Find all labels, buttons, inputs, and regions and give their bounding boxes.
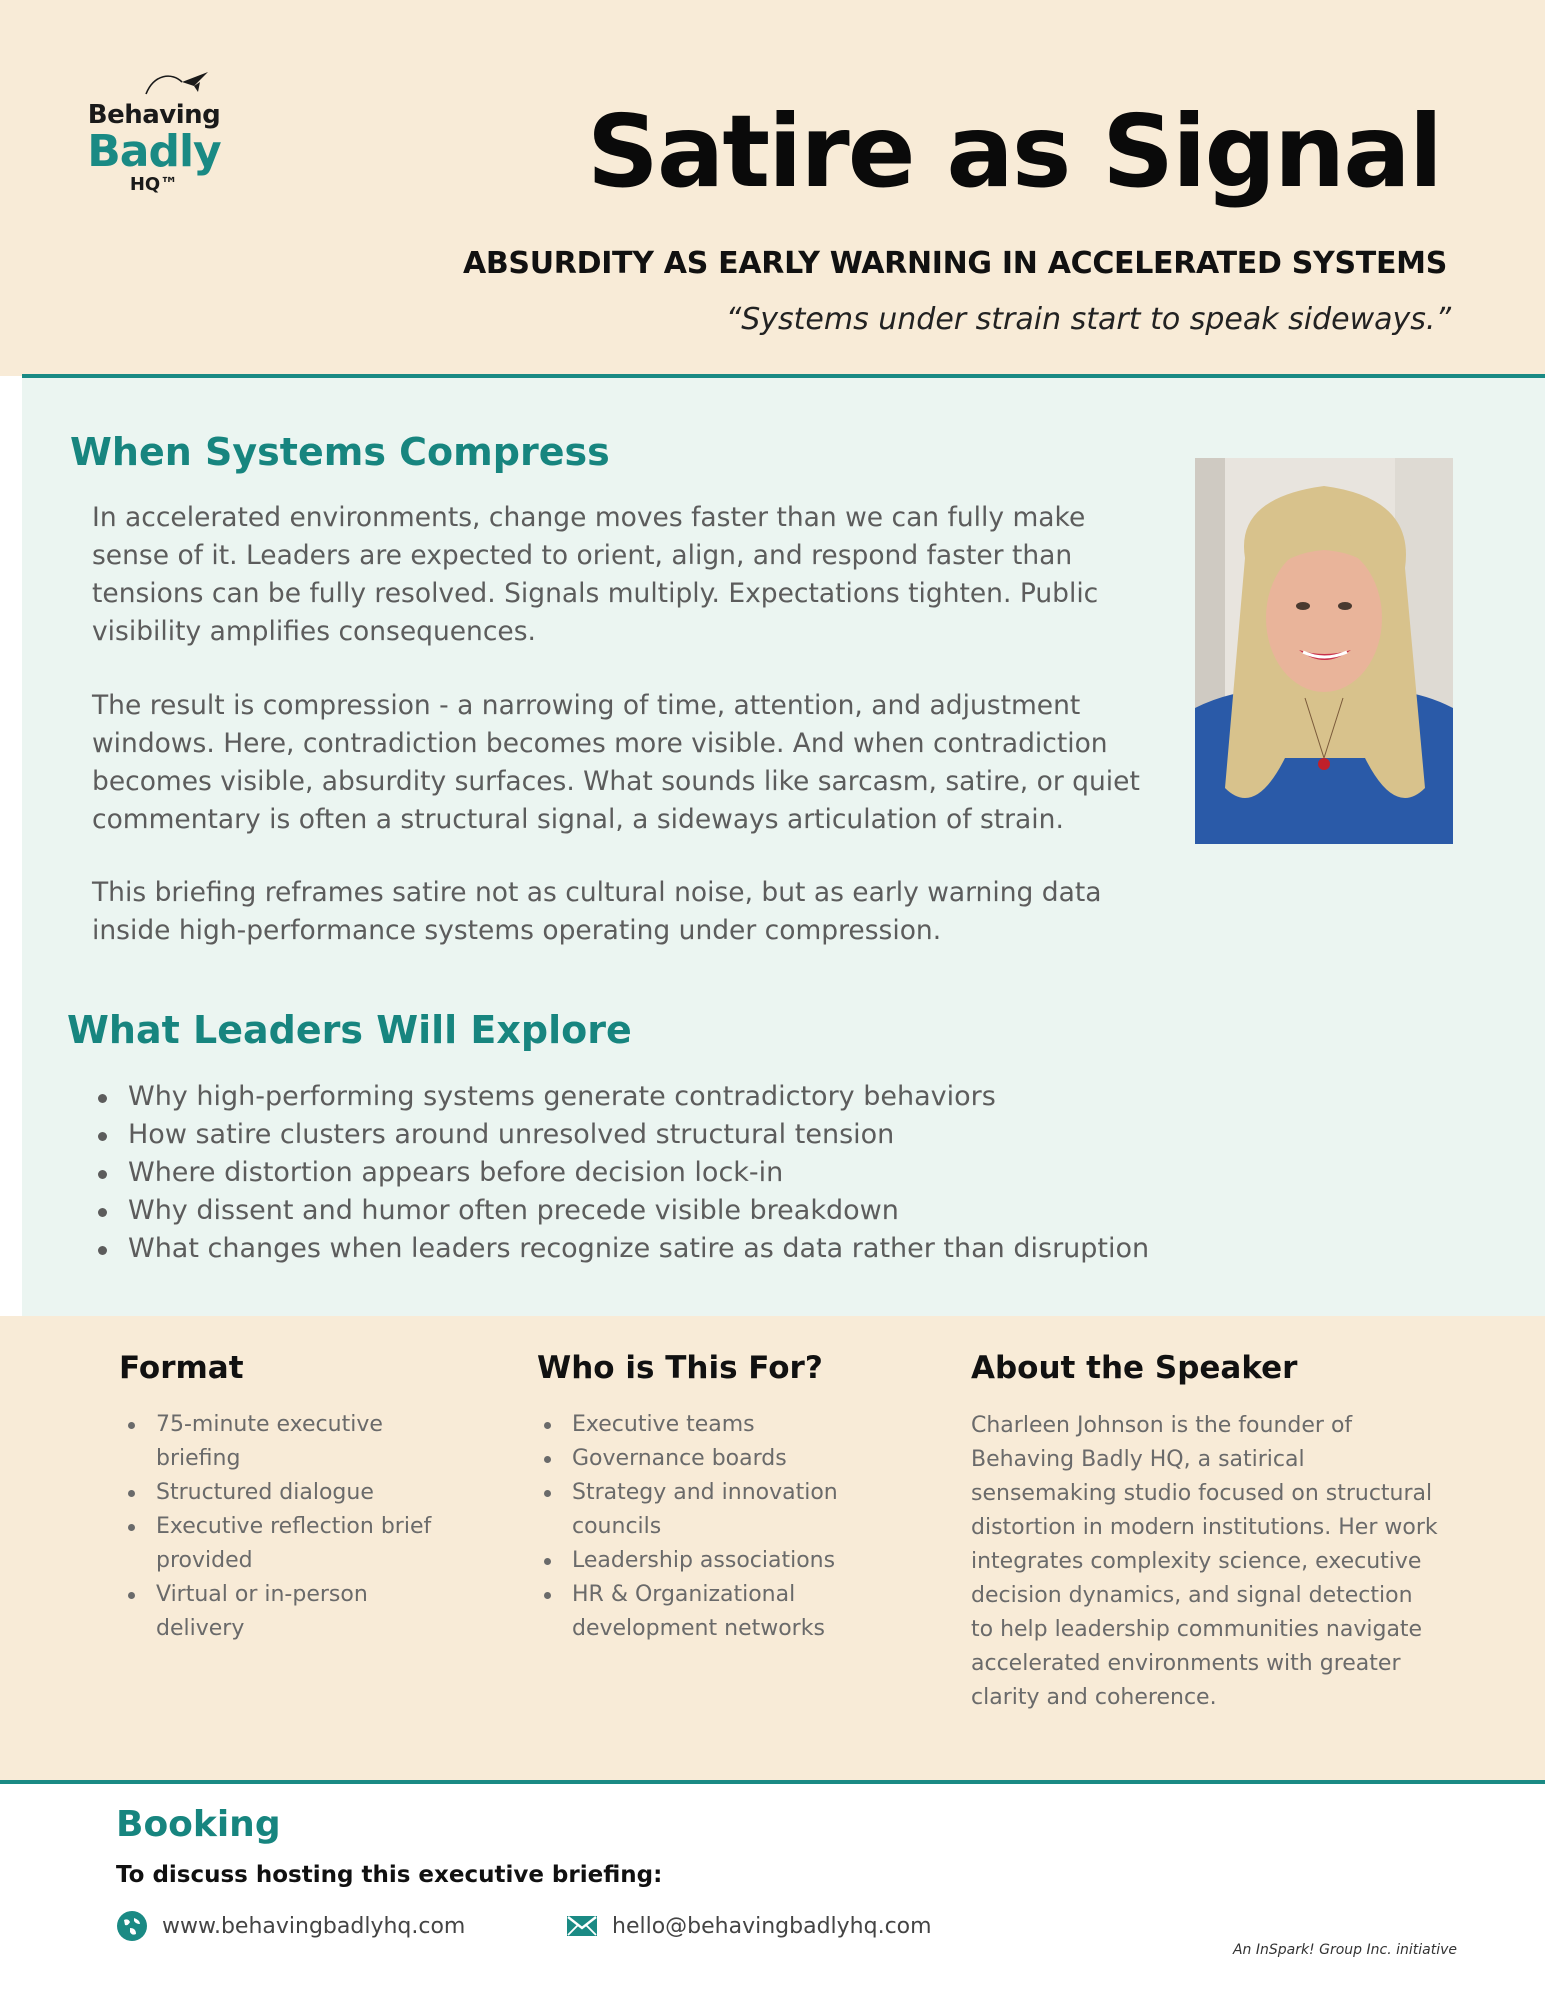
paragraph-2: The result is compression - a narrowing of time, attention, and adjustment windows. Here, contradiction becomes more visible. And when contradiction becomes visible, absurdity surfaces. What sounds like sarcasm, satire, or quiet commentary is often a structural signal, a sideways articulation of strain. — [92, 690, 1140, 835]
section-heading-explore: What Leaders Will Explore — [67, 1008, 632, 1052]
main-section — [22, 378, 1545, 1316]
explore-list — [98, 1078, 1149, 1268]
list-item: How satire clusters around unresolved structural tension — [98, 1116, 1149, 1154]
brand-logo — [74, 70, 234, 195]
page-subtitle: ABSURDITY AS EARLY WARNING IN ACCELERATED SYSTEMS — [462, 246, 1447, 281]
list-item: What changes when leaders recognize satire as data rather than disruption — [98, 1230, 1149, 1268]
globe-icon — [116, 1910, 148, 1942]
header-band — [0, 0, 1545, 376]
speaker-heading: About the Speaker — [971, 1350, 1298, 1386]
list-item: Why dissent and humor often precede visible breakdown — [98, 1192, 1149, 1230]
brand-line-1: Behaving — [87, 100, 221, 130]
list-item: Leadership associations — [542, 1544, 882, 1578]
list-item: Structured dialogue — [126, 1476, 456, 1510]
list-item: 75-minute executive briefing — [126, 1408, 456, 1476]
paper-plane-icon — [142, 66, 222, 98]
speaker-photo — [1195, 458, 1453, 844]
list-item: Where distortion appears before decision lock-in — [98, 1154, 1149, 1192]
list-item: Governance boards — [542, 1442, 882, 1476]
paragraph-3: This briefing reframes satire not as cultural noise, but as early warning data inside high-performance systems operating under compression. — [92, 877, 1102, 946]
list-item: Why high-performing systems generate contradictory behaviors — [98, 1078, 1149, 1116]
list-item: Executive teams — [542, 1408, 882, 1442]
brand-line-3: HQ™ — [129, 174, 179, 195]
envelope-icon — [566, 1910, 598, 1942]
booking-subheading: To discuss hosting this executive briefing: — [116, 1862, 663, 1888]
details-section — [0, 1316, 1545, 1782]
paragraph-1: In accelerated environments, change moves faster than we can fully make sense of it. Leaders are expected to orient, align, and respond faster than tensions can be fully resolved. Signals multiply. Expectations tighten. Public visibility amplifies consequences. — [92, 502, 1099, 647]
page-title: Satire as Signal — [586, 93, 1441, 210]
list-item: Executive reflection brief provided — [126, 1510, 456, 1578]
divider-bottom — [0, 1780, 1545, 1784]
website-link[interactable] — [116, 1910, 465, 1942]
list-item: HR & Organizational development networks — [542, 1578, 882, 1646]
list-item: Virtual or in-person delivery — [126, 1578, 456, 1646]
audience-list — [542, 1408, 882, 1646]
booking-heading: Booking — [116, 1804, 281, 1845]
website-text: www.behavingbadlyhq.com — [162, 1913, 466, 1939]
audience-heading: Who is This For? — [537, 1350, 823, 1386]
format-list — [126, 1408, 456, 1646]
header-quote: “Systems under strain start to speak sideways.” — [725, 302, 1451, 337]
brand-line-2: Badly — [87, 126, 221, 177]
footer-note: An InSpark! Group Inc. initiative — [1232, 1942, 1457, 1958]
section-heading-compress: When Systems Compress — [70, 430, 610, 474]
email-link[interactable] — [566, 1910, 932, 1942]
speaker-bio: Charleen Johnson is the founder of Behaving Badly HQ, a satirical sensemaking studio focused on structural distortion in modern institutions. Her work integrates complexity science, executive decision dynamics, and signal detection to help leadership communities navigate accelerated environments with greater clarity and coherence. — [971, 1413, 1438, 1710]
email-text: hello@behavingbadlyhq.com — [612, 1913, 932, 1939]
format-heading: Format — [119, 1350, 244, 1386]
list-item: Strategy and innovation councils — [542, 1476, 882, 1544]
